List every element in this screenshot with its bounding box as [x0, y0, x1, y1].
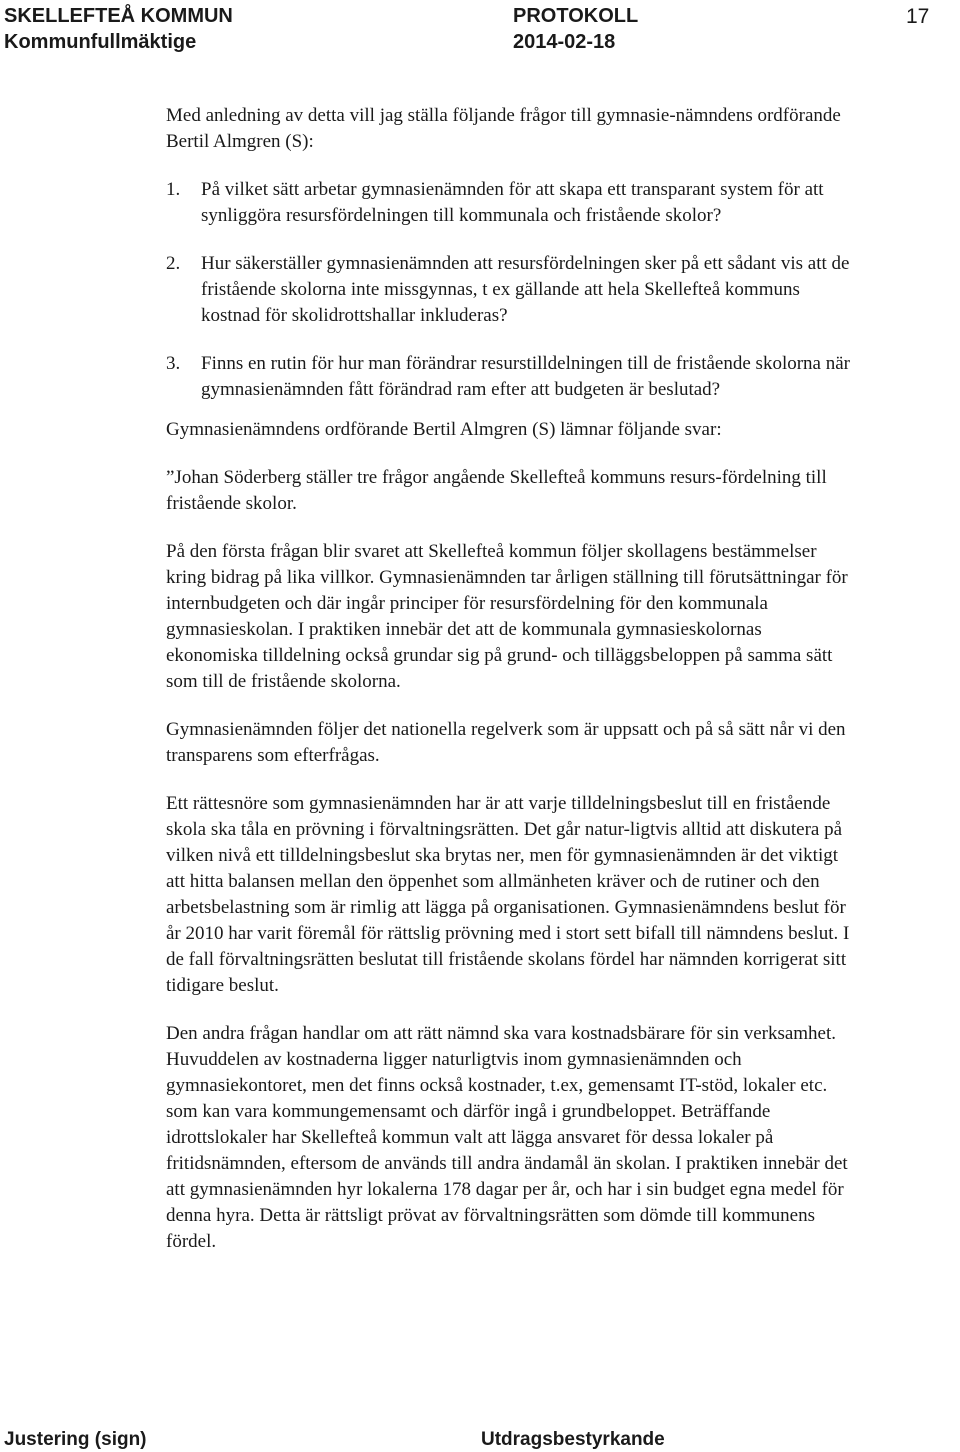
page-footer: [0, 1424, 960, 1451]
page-number: 17: [906, 5, 930, 28]
intro-paragraph: Med anledning av detta vill jag ställa följande frågor till gymnasie-nämndens ordförande Bertil Almgren (S):: [166, 105, 841, 152]
answer-paragraph: På den första frågan blir svaret att Skellefteå kommun följer skollagens bestämmelser kring bidrag på lika villkor. Gymnasienämnden tar årligen ställning till förutsättningar för internbudgeten och där ingår principer för resursfördelning för den kommunala gymnasieskolan. I praktiken innebär det att de kommunala gymnasieskolornas ekonomiska tilldelning också grundar sig på grund- och tilläggsbeloppen på samma sätt som till de fristående skolorna.: [166, 541, 848, 692]
question-text: På vilket sätt arbetar gymnasienämnden för att skapa ett transparant system för att synliggöra resursfördelningen till kommunala och fristående skolor?: [201, 179, 824, 226]
question-number: 1.: [166, 179, 181, 200]
answer-paragraph: Den andra frågan handlar om att rätt nämnd ska vara kostnadsbärare för sin verksamhet. Huvuddelen av kostnaderna ligger naturligtvis inom gymnasienämnden och gymnasiekontoret, men det finns också kostnader, t.ex, gemensamt IT-stöd, lokaler etc. som kan vara kommungemensamt och därför ingå i grundbeloppet. Beträffande idrottslokaler har Skellefteå kommun valt att lägga ansvaret för dessa lokaler på fritidsnämnden, eftersom de används till andra ändamål än skolan. I praktiken innebär det att gymnasienämnden hyr lokalerna 178 dagar per år, och har i sin budget egna medel för denna hyra. Detta är rättsligt prövat av förvaltningsrätten som dömde till kommunens fördel.: [166, 1023, 848, 1252]
question-text: Finns en rutin för hur man förändrar resurstilldelningen till de fristående skolorna när gymnasienämnden fått förändrad ram efter att budgeten är beslutad?: [201, 353, 850, 400]
document-type: PROTOKOLL: [513, 5, 639, 27]
question-text: Hur säkerställer gymnasienämnden att resursfördelningen sker på ett sådant vis att de fristående skolorna inte missgynnas, t ex gällande att hela Skellefteå kommuns kostnad för skolidrottshallar inkluderas?: [201, 253, 850, 326]
answer-intro: Gymnasienämndens ordförande Bertil Almgren (S) lämnar följande svar:: [166, 419, 722, 440]
question-item: [166, 177, 856, 229]
answer-quote-opening: ”Johan Söderberg ställer tre frågor angående Skellefteå kommuns resurs-fördelning till fristående skolor.: [166, 467, 827, 514]
question-number: 3.: [166, 353, 181, 374]
page-header: [0, 0, 960, 60]
signature-label: Justering (sign): [4, 1429, 147, 1450]
extract-label: Utdragsbestyrkande: [481, 1429, 665, 1450]
question-item: [166, 351, 856, 403]
document-body: [166, 103, 856, 1277]
question-number: 2.: [166, 253, 181, 274]
question-item: [166, 251, 856, 329]
answer-paragraph: Ett rättesnöre som gymnasienämnden har är att varje tilldelningsbeslut till en fristående skola ska tåla en prövning i förvaltningsrätten. Det går natur-ligtvis alltid att diskutera på vilken nivå ett tilldelningsbeslut ska brytas ner, men för gymnasienämnden är det viktigt att hitta balansen mellan den öppenhet som allmänheten kräver och de rutiner och den arbetsbelastning som är rimlig att lägga på organisationen. Gymnasienämndens beslut för år 2010 har varit föremål för rättslig prövning med i stort sett bifall till nämndens beslut. I de fall förvaltningsrätten beslutat till fristående skolans fördel har nämnden korrigerat sitt tidigare beslut.: [166, 793, 850, 996]
answer-paragraph: Gymnasienämnden följer det nationella regelverk som är uppsatt och på så sätt når vi den transparens som efterfrågas.: [166, 719, 846, 766]
question-list: [166, 177, 856, 403]
organization-name: SKELLEFTEÅ KOMMUN: [4, 5, 233, 27]
council-name: Kommunfullmäktige: [4, 31, 197, 53]
document-date: 2014-02-18: [513, 31, 616, 53]
